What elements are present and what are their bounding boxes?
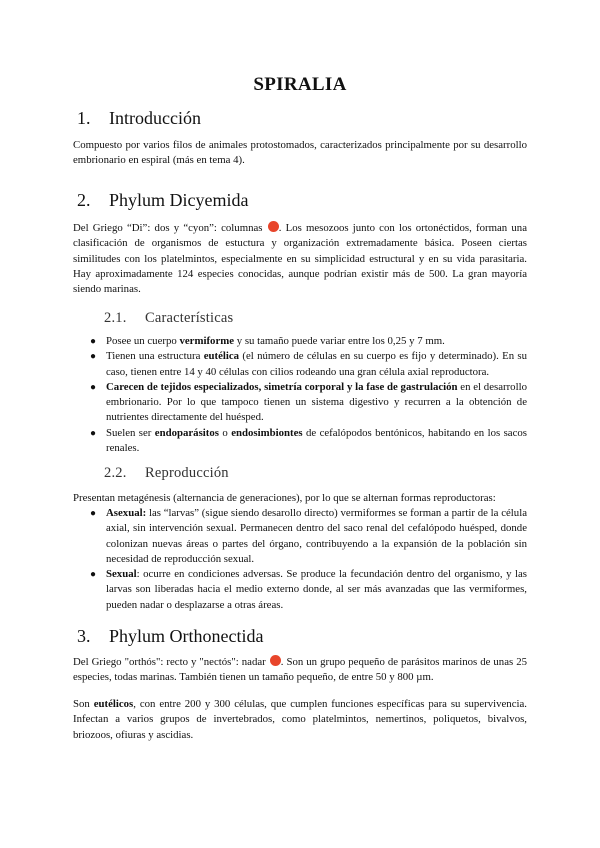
intro-paragraph: Compuesto por varios filos de animales protostomados, caracterizados principalmente por su desarrollo embrionario en espiral (más en tema 4). xyxy=(73,139,527,167)
red-circle-icon xyxy=(270,655,281,666)
subsection-heading-caracteristicas xyxy=(104,310,233,327)
list-item xyxy=(73,426,527,457)
section-heading-dicyemida xyxy=(77,190,248,211)
section-title: Introducción xyxy=(109,108,201,128)
text-run: las “larvas” (sigue siendo desarollo directo) vermiformes se forman a partir de la célula axial, sin intervención sexual. Permanecen dentro del saco renal del cefalópodo huésped, donde colonizan nuevas áreas o partes del órgano, contribuyendo a la expansión de la población sin necesidad de reproducción sexual. xyxy=(106,507,527,565)
dicyemida-paragraph xyxy=(73,221,527,297)
orthonectida-paragraph-1 xyxy=(73,655,527,686)
bold-term: eutélica xyxy=(203,350,240,363)
text-run: . Son un grupo pequeño de parásitos marinos de unas 25 especies, todas marinas. También tienen un tamaño pequeño, de entre 50 y 800 µm. xyxy=(73,656,527,684)
bullet-icon: ● xyxy=(90,427,97,439)
text-run: : ocurre en condiciones adversas. Se produce la fecundación dentro del organismo, y las larvas son liberadas hacia el medio externo donde, al ser más avanzadas que las vermiformes, pueden nadar o desplazarse a otras áreas. xyxy=(106,568,527,611)
bullet-icon: ● xyxy=(90,351,97,363)
section-heading-orthonectida xyxy=(77,626,263,647)
bold-term: Sexual xyxy=(106,568,137,581)
subsection-number: 2.1. xyxy=(104,310,127,326)
text-run: Posee un cuerpo xyxy=(106,335,180,347)
text-run: (el número de células en su cuerpo es fijo y determinado). En su caso, tienen entre 14 y 40 células con cilios rodeando una gran célula axial reproductora. xyxy=(106,350,527,378)
document-title: SPIRALIA xyxy=(253,74,347,95)
red-circle-icon xyxy=(268,221,279,232)
text-run: o xyxy=(218,426,232,439)
subsection-number: 2.2. xyxy=(104,465,127,481)
text-run: Del Griego "orthós": recto y "nectós": nadar xyxy=(73,656,269,668)
text-run: Del Griego “Di”: dos y “cyon”: columnas xyxy=(73,222,267,234)
section-number: 3. xyxy=(77,626,91,646)
reproduccion-intro: Presentan metagénesis (alternancia de generaciones), por lo que se alternan formas reproductoras: xyxy=(73,492,496,504)
text-run: Tienen una estructura xyxy=(106,350,204,363)
subsection-title: Características xyxy=(145,310,234,326)
bold-term: endoparásitos xyxy=(154,426,219,439)
list-item xyxy=(73,506,527,567)
section-title: Phylum Orthonectida xyxy=(109,626,264,646)
subsection-title: Reproducción xyxy=(145,465,229,481)
bullet-icon: ● xyxy=(90,381,97,393)
subsection-heading-reproduccion xyxy=(104,465,229,482)
list-item xyxy=(73,380,527,426)
text-run: Son xyxy=(73,698,94,710)
bullet-icon: ● xyxy=(90,508,97,519)
reproduccion-list xyxy=(73,506,527,613)
caracteristicas-list xyxy=(73,334,527,456)
list-item xyxy=(73,349,527,380)
bold-term: eutélicos xyxy=(93,698,134,710)
bold-term: vermiforme xyxy=(179,335,235,347)
text-run: Suelen ser xyxy=(106,426,155,439)
bold-term: endosimbiontes xyxy=(231,426,303,439)
section-number: 2. xyxy=(77,190,91,210)
text-run: , con entre 200 y 300 células, que cumplen funciones específicas para su supervivencia. Infectan a varios grupos de invertebrados, como platelmintos, nemertinos, poliquetos, bivalvos, briozoos, ofiuras y ascidias. xyxy=(73,698,527,741)
section-heading-introduccion xyxy=(77,108,201,129)
bold-term: Asexual: xyxy=(106,507,147,519)
list-item xyxy=(73,567,527,613)
bold-term: Carecen de tejidos especializados, simetría corporal y la fase de gastrulación xyxy=(106,380,458,393)
text-run: en el desarrollo embrionario. Por lo que tampoco tienen un sistema digestivo y recurren a la obtención de nutrientes directamente del huésped. xyxy=(106,380,527,424)
section-number: 1. xyxy=(77,108,91,128)
text-run: y su tamaño puede variar entre los 0,25 y 7 mm. xyxy=(234,335,445,347)
orthonectida-paragraph-2 xyxy=(73,697,527,743)
text-run: . Los mesozoos junto con los ortonéctidos, forman una clasificación de organismos de estuctura y organización extremadamente básica. Poseen ciertas similitudes con los platelmintos, especialmente en su simplicidad estructural y en su vida parasitaria. Hay aproximadamente 124 especies conocidas, aunque podrían existir más de 500. La gran mayoría siendo marinas. xyxy=(73,222,527,296)
section-title: Phylum Dicyemida xyxy=(109,190,249,210)
list-item xyxy=(73,334,527,349)
text-run: de cefalópodos bentónicos, habitando en los sacos renales. xyxy=(106,426,527,455)
bullet-icon: ● xyxy=(90,336,97,347)
bullet-icon: ● xyxy=(90,569,97,581)
